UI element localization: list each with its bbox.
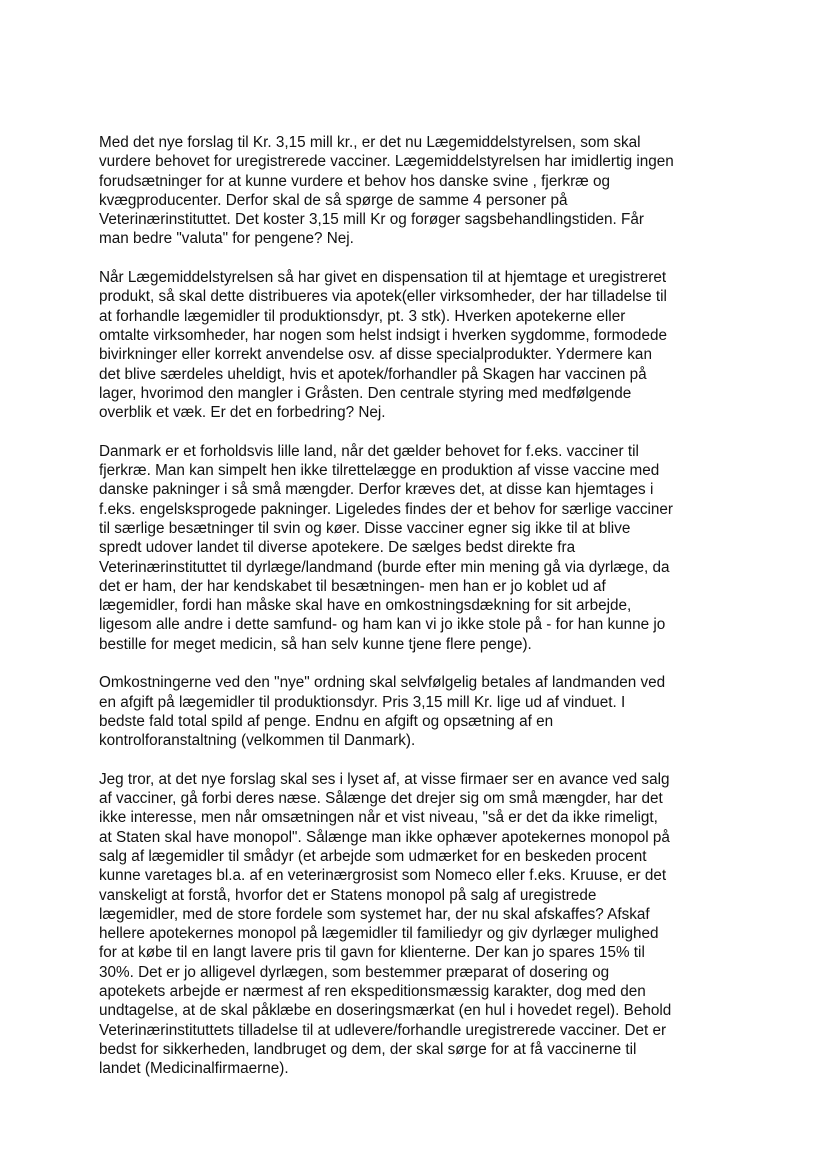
text-line: salg af lægemidler til smådyr (et arbejde som udmærket for en beskeden procent bbox=[99, 847, 647, 865]
text-line: danske pakninger i så små mængder. Derfor kræves det, at disse kan hjemtages i bbox=[99, 481, 654, 499]
paragraph-3 bbox=[99, 442, 739, 654]
text-line: af vacciner, gå forbi deres næse. Sålænge det drejer sig om små mængder, har det bbox=[99, 790, 663, 808]
text-line: lægemidler, med de store fordele som systemet har, der nu skal afskaffes? Afskaf bbox=[99, 905, 650, 923]
text-line: det er ham, der har kendskabet til besætningen- men han er jo koblet ud af bbox=[99, 577, 606, 595]
text-line: kontrolforanstaltning (velkommen til Danmark). bbox=[99, 732, 416, 750]
text-line: at Staten skal have monopol". Sålænge man ikke ophæver apotekernes monopol på bbox=[99, 828, 670, 846]
text-line: lægemidler, fordi han måske skal have en omkostningsdækning for sit arbejde, bbox=[99, 597, 632, 615]
paragraph-5 bbox=[99, 770, 739, 1079]
text-line: landet (Medicinalfirmaerne). bbox=[99, 1060, 289, 1078]
text-line: ikke interesse, men når omsætningen når et vist niveau, "så er det da ikke rimeligt, bbox=[99, 809, 658, 827]
text-line: spredt udover landet til diverse apotekere. De sælges bedst direkte fra bbox=[99, 539, 576, 557]
text-line: f.eks. engelsksprogede pakninger. Ligeledes findes der et behov for særlige vacciner bbox=[99, 500, 673, 518]
text-line: forudsætninger for at kunne vurdere et behov hos danske svine , fjerkræ og bbox=[99, 172, 611, 190]
text-line: hellere apotekernes monopol på lægemidler til familiedyr og giv dyrlæger mulighed bbox=[99, 925, 659, 943]
text-line: bedste fald total spild af penge. Endnu en afgift og opsætning af en bbox=[99, 712, 554, 730]
paragraph-2 bbox=[99, 268, 739, 422]
text-line: fjerkræ. Man kan simpelt hen ikke tilrettelægge en produktion af visse vaccine med bbox=[99, 462, 660, 480]
text-line: Veterinærinstituttets tilladelse til at udlevere/forhandle uregistrerede vacciner. Det er bbox=[99, 1021, 667, 1039]
text-line: Veterinærinstituttet. Det koster 3,15 mill Kr og forøger sagsbehandlingstiden. Får bbox=[99, 211, 645, 229]
text-line: bedst for sikkerheden, landbruget og dem, der skal sørge for at få vaccinerne til bbox=[99, 1040, 637, 1058]
paragraph-4 bbox=[99, 673, 739, 750]
text-line: til særlige besætninger til svin og køer. Disse vacciner egner sig ikke til at blive bbox=[99, 519, 631, 537]
text-line: ligesom alle andre i dette samfund- og ham kan vi jo ikke stole på - for han kunne jo bbox=[99, 616, 666, 634]
text-line: at forhandle lægemidler til produktionsdyr, pt. 3 stk). Hverken apotekerne eller bbox=[99, 307, 626, 325]
text-line: Med det nye forslag til Kr. 3,15 mill kr., er det nu Lægemiddelstyrelsen, som skal bbox=[99, 134, 641, 151]
text-line: lager, hvorimod den mangler i Gråsten. Den centrale styring med medfølgende bbox=[99, 384, 632, 402]
text-line: 30%. Det er jo alligevel dyrlægen, som bestemmer præparat of dosering og bbox=[99, 963, 610, 981]
document-body bbox=[99, 133, 739, 1098]
text-line: Når Lægemiddelstyrelsen så har givet en dispensation til at hjemtage et uregistreret bbox=[99, 269, 667, 287]
text-line: Veterinærinstituttet til dyrlæge/landmand (burde efter min mening gå via dyrlæge, da bbox=[99, 558, 670, 576]
text-line: for at købe til en langt lavere pris til gavn for klienterne. Der kan jo spares 15% til bbox=[99, 944, 645, 962]
text-line: vanskeligt at forstå, hvorfor det er Statens monopol på salg af uregistrede bbox=[99, 886, 597, 904]
text-line: Omkostningerne ved den "nye" ordning skal selvfølgelig betales af landmanden ved bbox=[99, 674, 666, 692]
text-line: bestille for meget medicin, så han selv kunne tjene flere penge). bbox=[99, 635, 532, 653]
text-line: man bedre "valuta" for pengene? Nej. bbox=[99, 230, 354, 248]
text-line: produkt, så skal dette distribueres via apotek(eller virksomheder, der har tilladelse til bbox=[99, 288, 667, 306]
text-line: omtalte virksomheder, har nogen som helst indsigt i hverken sygdomme, formodede bbox=[99, 326, 667, 344]
text-line: kvægproducenter. Derfor skal de så spørge de samme 4 personer på bbox=[99, 191, 568, 209]
text-line: vurdere behovet for uregistrerede vacciner. Lægemiddelstyrelsen har imidlertig ingen bbox=[99, 153, 674, 171]
text-line: det blive særdeles uheldigt, hvis et apotek/forhandler på Skagen har vaccinen på bbox=[99, 365, 647, 383]
text-line: Jeg tror, at det nye forslag skal ses i lyset af, at visse firmaer ser en avance ved salg bbox=[99, 770, 670, 788]
text-line: apotekets arbejde er nærmest af ren ekspeditionsmæssig karakter, dog med den bbox=[99, 983, 646, 1001]
text-line: en afgift på lægemidler til produktionsdyr. Pris 3,15 mill Kr. lige ud af vinduet. I bbox=[99, 693, 626, 711]
text-line: overblik et væk. Er det en forbedring? Nej. bbox=[99, 404, 386, 422]
paragraph-1 bbox=[99, 133, 739, 249]
text-line: undtagelse, at de skal påklæbe en doseringsmærkat (en hul i hovedet regel). Behold bbox=[99, 1002, 672, 1020]
text-line: bivirkninger eller korrekt anvendelse osv. af disse specialprodukter. Ydermere kan bbox=[99, 346, 652, 364]
text-line: Danmark er et forholdsvis lille land, når det gælder behovet for f.eks. vacciner til bbox=[99, 442, 639, 460]
text-line: kunne varetages bl.a. af en veterinærgrosist som Nomeco eller f.eks. Kruuse, er det bbox=[99, 867, 667, 885]
